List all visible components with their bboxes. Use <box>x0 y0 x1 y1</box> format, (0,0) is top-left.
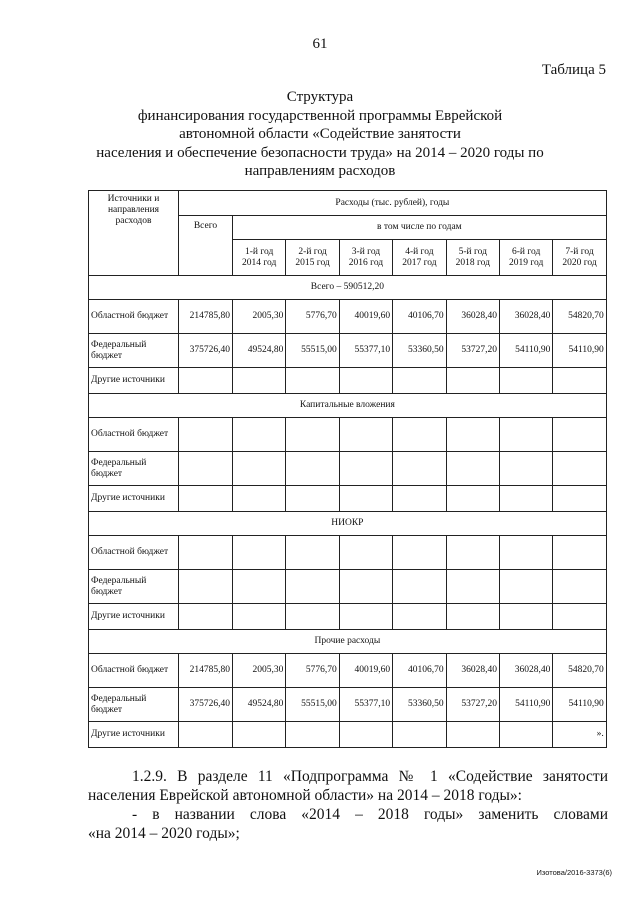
row-year-value <box>286 536 339 570</box>
row-year-value: 54110,90 <box>553 688 606 722</box>
header-year-cell <box>393 240 446 276</box>
row-year-value <box>393 368 446 394</box>
row-year-value <box>393 536 446 570</box>
row-source-label: Другие источники <box>89 604 179 630</box>
row-year-value <box>339 570 392 604</box>
row-year-value <box>553 452 606 486</box>
table-row <box>89 368 607 394</box>
row-year-value <box>446 418 499 452</box>
row-year-value: 36028,40 <box>499 654 552 688</box>
title-line: финансирования государственной программы Еврейской <box>137 107 503 124</box>
row-total-value: 214785,80 <box>179 300 233 334</box>
row-year-value <box>339 452 392 486</box>
year-ordinal: 4-й год <box>405 246 434 257</box>
row-year-value: 53360,50 <box>393 334 446 368</box>
row-total-value <box>179 570 233 604</box>
header-source-cell: Источники и направления расходов <box>89 191 179 276</box>
year-ordinal: 2-й год <box>298 246 327 257</box>
row-year-value <box>499 536 552 570</box>
row-year-value: 40019,60 <box>339 654 392 688</box>
year-ordinal: 1-й год <box>245 246 274 257</box>
row-year-value: 36028,40 <box>446 300 499 334</box>
row-year-value: 40106,70 <box>393 300 446 334</box>
year-ordinal: 3-й год <box>351 246 381 257</box>
row-year-value: 5776,70 <box>286 654 339 688</box>
table-row <box>89 300 607 334</box>
table-row <box>89 688 607 722</box>
row-year-value: 55515,00 <box>286 334 339 368</box>
row-year-value <box>339 486 392 512</box>
row-year-value: 55377,10 <box>339 688 392 722</box>
title-line: направлениям расходов <box>244 163 396 179</box>
table-row <box>89 452 607 486</box>
row-year-value: 49524,80 <box>233 334 286 368</box>
row-year-value <box>553 368 606 394</box>
year-label: 2020 год <box>562 257 597 268</box>
row-year-value: 2005,30 <box>233 654 286 688</box>
header-year-cell <box>233 240 286 276</box>
row-year-value: 49524,80 <box>233 688 286 722</box>
table-row <box>89 418 607 452</box>
header-year-cell <box>499 240 552 276</box>
section-title: Капитальные вложения <box>89 394 607 418</box>
row-year-value <box>446 722 499 748</box>
paragraph-2-line-1: - в названии слова «2014 – 2018 годы» заменить словами <box>132 806 608 823</box>
year-label: 2014 год <box>242 257 277 268</box>
row-total-value <box>179 418 233 452</box>
year-label: 2016 год <box>348 257 384 268</box>
header-year-cell <box>339 240 392 276</box>
year-label: 2018 год <box>455 257 490 268</box>
row-year-value: 54820,70 <box>553 300 606 334</box>
row-year-value <box>286 604 339 630</box>
row-source-label: Другие источники <box>89 486 179 512</box>
row-year-value: 40019,60 <box>339 300 392 334</box>
row-total-value <box>179 536 233 570</box>
row-year-value: ». <box>553 722 606 748</box>
row-year-value <box>499 604 552 630</box>
paragraph-1-line-1: 1.2.9. В разделе 11 «Подпрограмма № 1 «Содействие занятости <box>132 768 608 785</box>
row-year-value <box>339 722 392 748</box>
row-year-value <box>233 368 286 394</box>
row-total-value: 375726,40 <box>179 688 233 722</box>
footer-code: Изотова/2016-3373(6) <box>536 868 612 877</box>
row-total-value <box>179 452 233 486</box>
row-year-value <box>446 368 499 394</box>
row-year-value <box>339 536 392 570</box>
row-year-value <box>393 570 446 604</box>
row-year-value <box>553 486 606 512</box>
row-year-value <box>553 570 606 604</box>
table-row <box>89 536 607 570</box>
year-label: 2017 год <box>402 257 437 268</box>
row-year-value: 53360,50 <box>393 688 446 722</box>
section-title: Всего – 590512,20 <box>89 276 607 300</box>
row-year-value: 53727,20 <box>446 688 499 722</box>
row-year-value <box>286 486 339 512</box>
row-source-label: Федеральный бюджет <box>89 570 179 604</box>
row-source-label: Другие источники <box>89 368 179 394</box>
year-ordinal: 7-й год <box>565 246 594 257</box>
row-year-value <box>233 486 286 512</box>
header-year-cell <box>286 240 339 276</box>
row-year-value: 54110,90 <box>499 334 552 368</box>
header-year-cell <box>446 240 499 276</box>
row-year-value <box>286 722 339 748</box>
row-year-value: 53727,20 <box>446 334 499 368</box>
row-year-value <box>339 604 392 630</box>
year-label: 2015 год <box>295 257 330 268</box>
table-row <box>89 334 607 368</box>
header-total-cell: Всего <box>179 216 233 276</box>
page-number: 61 <box>312 36 328 52</box>
document-title <box>60 88 580 181</box>
title-line: населения и обеспечение безопасности труда» на 2014 – 2020 годы по <box>96 144 544 161</box>
row-year-value <box>446 486 499 512</box>
row-source-label: Областной бюджет <box>89 418 179 452</box>
row-source-label: Областной бюджет <box>89 536 179 570</box>
row-year-value <box>446 570 499 604</box>
table-row <box>89 654 607 688</box>
row-year-value <box>286 452 339 486</box>
title-line: Структура <box>286 89 354 105</box>
row-total-value <box>179 604 233 630</box>
row-year-value: 5776,70 <box>286 300 339 334</box>
row-total-value: 214785,80 <box>179 654 233 688</box>
row-year-value <box>233 604 286 630</box>
row-year-value <box>393 722 446 748</box>
row-year-value: 54110,90 <box>499 688 552 722</box>
paragraph-1-line-2: населения Еврейской автономной области» на 2014 – 2018 годы»: <box>88 787 522 804</box>
row-year-value: 2005,30 <box>233 300 286 334</box>
row-year-value <box>286 418 339 452</box>
row-year-value <box>553 418 606 452</box>
table-row <box>89 722 607 748</box>
header-by-years-cell: в том числе по годам <box>233 216 607 240</box>
row-year-value <box>446 604 499 630</box>
row-year-value <box>393 418 446 452</box>
row-year-value <box>446 452 499 486</box>
paragraph-2-line-2: «на 2014 – 2020 годы»; <box>88 825 240 842</box>
row-year-value <box>286 368 339 394</box>
header-year-cell <box>553 240 606 276</box>
row-source-label: Федеральный бюджет <box>89 334 179 368</box>
year-label: 2019 год <box>508 257 544 268</box>
table-row <box>89 604 607 630</box>
row-source-label: Федеральный бюджет <box>89 452 179 486</box>
row-year-value <box>233 452 286 486</box>
year-ordinal: 5-й год <box>458 246 487 257</box>
row-year-value <box>499 452 552 486</box>
row-year-value <box>553 604 606 630</box>
row-year-value: 55515,00 <box>286 688 339 722</box>
row-year-value <box>393 452 446 486</box>
row-total-value <box>179 368 233 394</box>
row-year-value <box>499 486 552 512</box>
row-year-value <box>286 570 339 604</box>
year-ordinal: 6-й год <box>511 246 541 257</box>
row-year-value <box>233 722 286 748</box>
row-year-value <box>499 722 552 748</box>
row-year-value: 36028,40 <box>499 300 552 334</box>
row-total-value <box>179 722 233 748</box>
table-label: Таблица 5 <box>541 62 606 78</box>
row-year-value <box>233 570 286 604</box>
header-expenses-cell: Расходы (тыс. рублей), годы <box>179 191 607 216</box>
row-source-label: Другие источники <box>89 722 179 748</box>
row-year-value <box>393 604 446 630</box>
section-title: Прочие расходы <box>89 630 607 654</box>
row-year-value: 36028,40 <box>446 654 499 688</box>
row-source-label: Областной бюджет <box>89 654 179 688</box>
title-line: автономной области «Содействие занятости <box>179 126 461 142</box>
financing-table <box>88 190 607 748</box>
row-year-value: 54820,70 <box>553 654 606 688</box>
row-year-value <box>446 536 499 570</box>
row-year-value: 40106,70 <box>393 654 446 688</box>
table-row <box>89 486 607 512</box>
row-source-label: Областной бюджет <box>89 300 179 334</box>
row-year-value <box>499 570 552 604</box>
row-year-value <box>553 536 606 570</box>
row-year-value <box>233 536 286 570</box>
section-title: НИОКР <box>89 512 607 536</box>
row-total-value <box>179 486 233 512</box>
row-year-value <box>499 418 552 452</box>
row-year-value: 54110,90 <box>553 334 606 368</box>
row-year-value <box>393 486 446 512</box>
row-year-value <box>339 368 392 394</box>
row-total-value: 375726,40 <box>179 334 233 368</box>
row-source-label: Федеральный бюджет <box>89 688 179 722</box>
row-year-value <box>339 418 392 452</box>
row-year-value <box>233 418 286 452</box>
table-row <box>89 570 607 604</box>
row-year-value <box>499 368 552 394</box>
row-year-value: 55377,10 <box>339 334 392 368</box>
